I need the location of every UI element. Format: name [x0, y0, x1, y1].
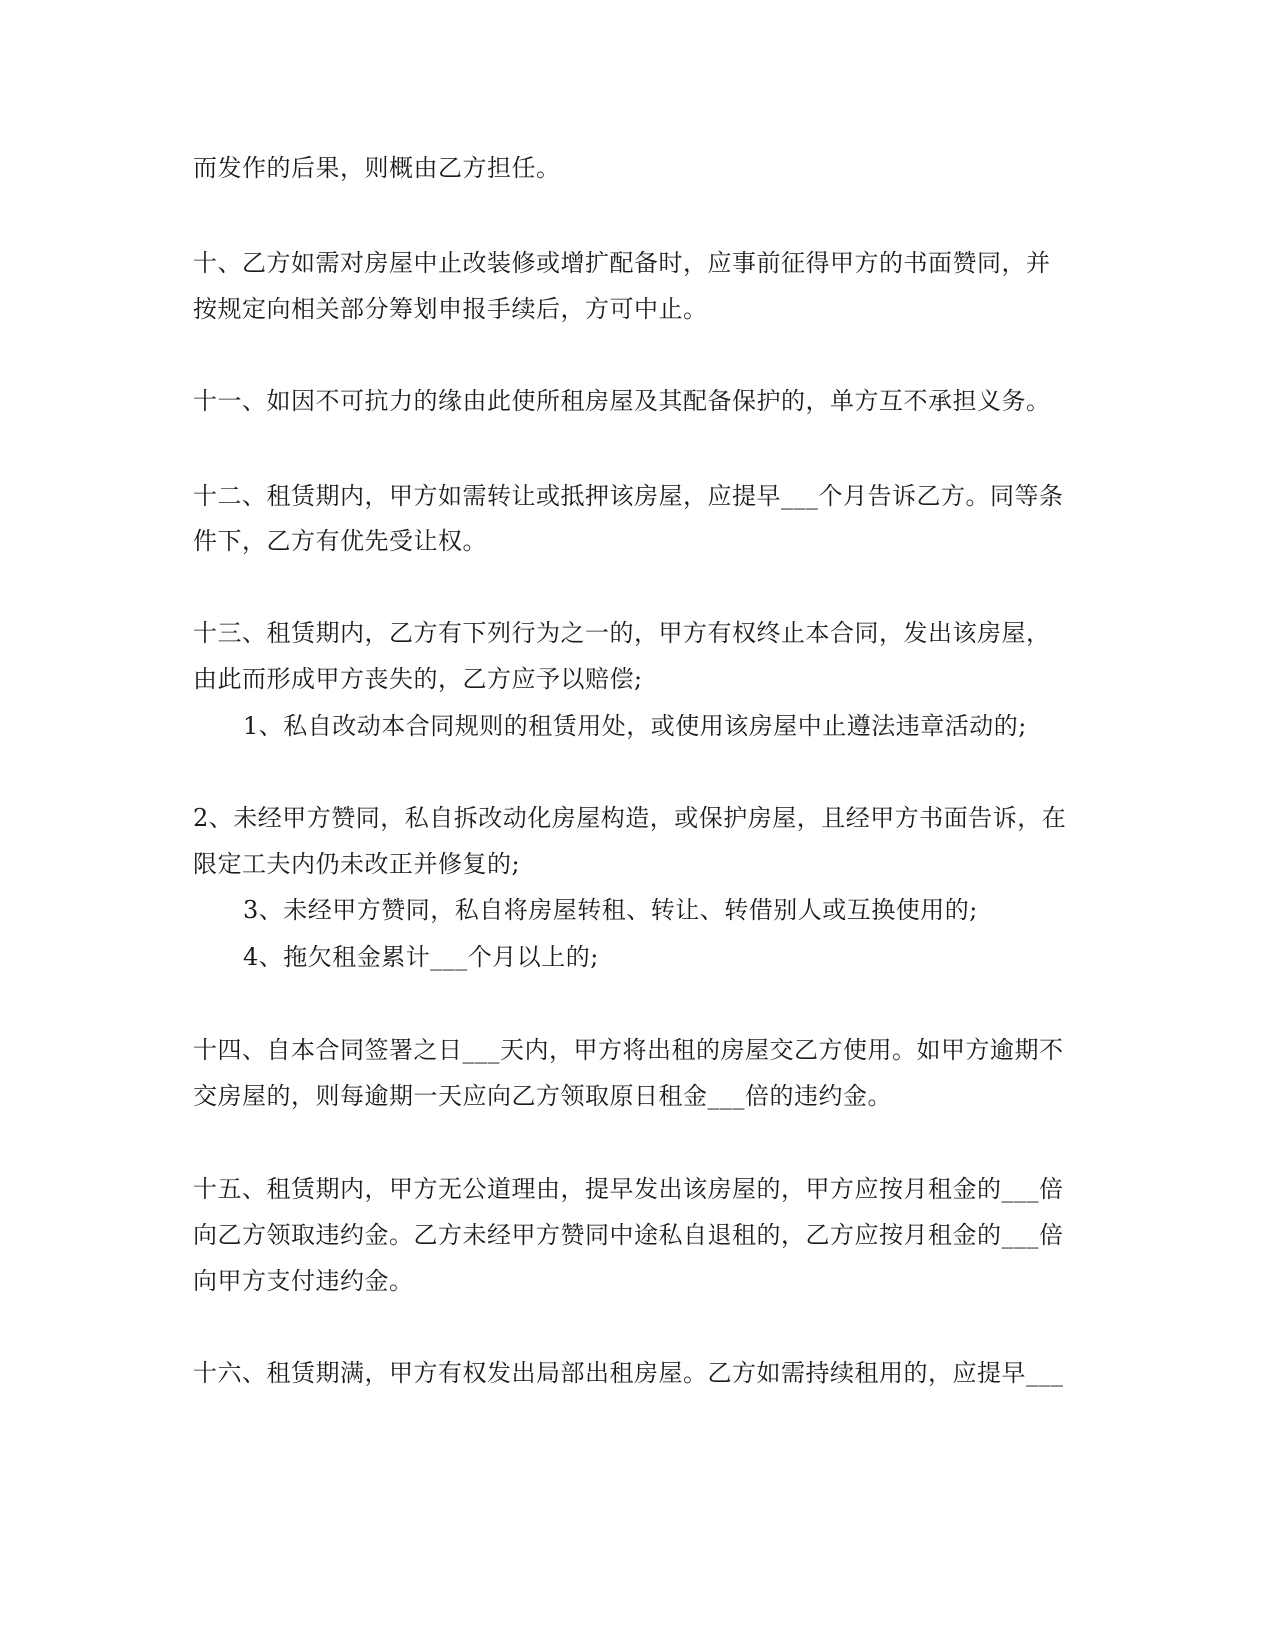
text-line: 十三、租赁期内，乙方有下列行为之一的，甲方有权终止本合同，发出该房屋， — [193, 619, 1051, 647]
text-line: 限定工夫内仍未改正并修复的; — [193, 850, 521, 878]
text-line: 十五、租赁期内，甲方无公道理由，提早发出该房屋的，甲方应按月租金的___倍 — [193, 1175, 1064, 1203]
text-line: 十一、如因不可抗力的缘由此使所租房屋及其配备保护的，单方互不承担义务。 — [193, 387, 1051, 415]
text-line: 按规定向相关部分筹划申报手续后，方可中止。 — [193, 295, 708, 323]
text-line: 向甲方支付违约金。 — [193, 1267, 414, 1295]
text-line: 而发作的后果，则概由乙方担任。 — [193, 154, 561, 182]
text-line: 十六、租赁期满，甲方有权发出局部出租房屋。乙方如需持续租用的，应提早___ — [193, 1359, 1064, 1387]
text-line: 交房屋的，则每逾期一天应向乙方领取原日租金___倍的违约金。 — [193, 1082, 892, 1110]
text-line: 2、未经甲方赞同，私自拆改动化房屋构造，或保护房屋，且经甲方书面告诉，在 — [193, 804, 1067, 832]
text-line: 十、乙方如需对房屋中止改装修或增扩配备时，应事前征得甲方的书面赞同，并 — [193, 249, 1051, 277]
text-line: 十四、自本合同签署之日___天内，甲方将出租的房屋交乙方使用。如甲方逾期不 — [193, 1036, 1064, 1064]
text-line: 3、未经甲方赞同，私自将房屋转租、转让、转借别人或互换使用的; — [243, 896, 978, 924]
text-line: 由此而形成甲方丧失的，乙方应予以赔偿; — [193, 665, 643, 693]
text-line: 向乙方领取违约金。乙方未经甲方赞同中途私自退租的，乙方应按月租金的___倍 — [193, 1221, 1064, 1249]
text-line: 1、私自改动本合同规则的租赁用处，或使用该房屋中止遵法违章活动的; — [243, 712, 1027, 740]
text-line: 4、拖欠租金累计___个月以上的; — [243, 943, 599, 971]
text-line: 十二、租赁期内，甲方如需转让或抵押该房屋，应提早___个月告诉乙方。同等条 — [193, 482, 1064, 510]
text-line: 件下，乙方有优先受让权。 — [193, 527, 487, 555]
